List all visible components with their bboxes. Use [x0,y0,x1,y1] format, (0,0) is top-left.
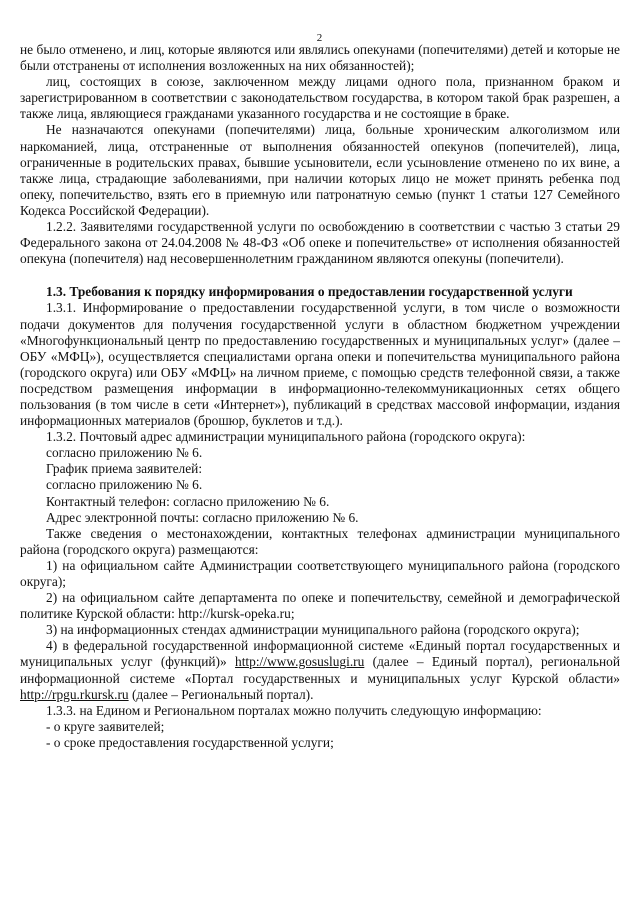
section-heading-1-3: 1.3. Требования к порядку информирования о предоставлении государственной услуги [46,284,573,300]
line-schedule-value: согласно приложению № 6. [46,477,203,493]
list-item-4-text-a: 4) в федеральной государственной информационной системе «Единый портал государственных и муниципальных услуг (функций)» [20,638,620,670]
gosuslugi-link[interactable]: http://www.gosuslugi.ru [235,654,365,670]
paragraph-same-sex-union: лиц, состоящих в союзе, заключенном между лицами одного пола, признанном браком и зарегистрированном в соответствии с законодательством государства, в котором такой брак разрешен, а также лица, являющиеся гражданами указанного государства и не состоящие в браке. [20,74,620,122]
paragraph-1-3-3: 1.3.3. на Едином и Региональном порталах можно получить следующую информацию: [46,702,542,718]
line-schedule-label: График приема заявителей: [46,461,203,477]
list-item-4 [20,638,620,702]
line-email: Адрес электронной почты: согласно приложению № 6. [46,509,359,525]
paragraph-1-3-1: 1.3.1. Информирование о предоставлении государственной услуги, в том числе о возможности подачи документов для получения государственной услуги в областном бюджетном учреждении «Многофункциональный центр по предоставлению государственных и муниципальных услуг» (далее – ОБУ «МФЦ»), осуществляется специалистами органа опеки и попечительства муниципального района (городского округа) или ОБУ «МФЦ» на личном приеме, с помощью средств телефонной связи, а также посредством размещения информации в информационно-телекоммуникационных сетях общего пользования (в том числе в сети «Интернет»), публикаций в средствах массовой информации, издания информационных материалов (брошюр, буклетов и т.д.). [20,300,620,429]
list-item-1: 1) на официальном сайте Администрации соответствующего муниципального района (городского округа); [20,557,620,589]
list-item-2: 2) на официальном сайте департамента по опеке и попечительству, семейной и демографической политике Курской области: http://kursk-opeka.ru; [20,590,620,622]
list-item-4-text-b: (далее – Единый портал), региональной информационной системе «Портал государственных и муниципальных услуг Курской области» [20,654,620,686]
rpgu-link[interactable]: http://rpgu.rkursk.ru [20,686,129,702]
page-number: 2 [316,32,323,44]
paragraph-1-2-2: 1.2.2. Заявителями государственной услуги по освобождению в соответствии с частью 3 статьи 29 Федерального закона от 24.04.2008 № 48-ФЗ «Об опеке и попечительстве» от исполнения обязанностей опекуна (попечителя) над несовершеннолетним гражданином являются опекуны (попечители). [20,219,620,267]
list-item-4-text-c: (далее – Региональный портал). [128,686,314,702]
paragraph-also-info: Также сведения о местонахождении, контактных телефонах администрации муниципального района (городского округа) размещаются: [20,525,620,557]
bullet-applicants: - о круге заявителей; [46,718,165,734]
list-item-3: 3) на информационных стендах администрации муниципального района (городского округа); [46,622,580,638]
line-postal-address: согласно приложению № 6. [46,445,203,461]
paragraph-continuation: не было отменено, и лиц, которые являются или являлись опекунами (попечителями) детей и которые не были отстранены от исполнения возложенных на них обязанностей); [20,42,620,74]
paragraph-not-appointed: Не назначаются опекунами (попечителями) лица, больные хроническим алкоголизмом или наркоманией, лица, отстраненные от выполнения обязанностей опекунов (попечителей), лица, ограниченные в родительских правах, бывшие усыновители, если усыновление отменено по их вине, а также лица, страдающие заболеваниями, при наличии которых лицо не может принять ребенка под опеку, попечительство, взять его в приемную или патронатную семью (пункт 1 статьи 127 Семейного Кодекса Российской Федерации). [20,122,620,218]
line-phone: Контактный телефон: согласно приложению № 6. [46,493,330,509]
document-body [20,42,620,751]
paragraph-1-3-2: 1.3.2. Почтовый адрес администрации муниципального района (городского округа): [46,429,526,445]
bullet-service-term: - о сроке предоставления государственной услуги; [46,734,334,750]
